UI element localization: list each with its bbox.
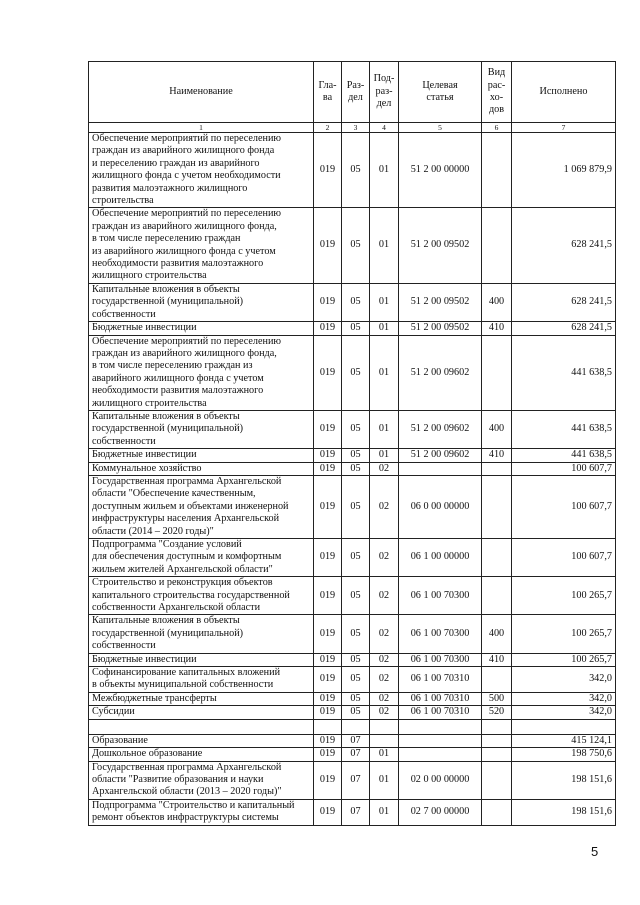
cell-podrazdel: 01 [370, 322, 399, 335]
cell-podrazdel: 02 [370, 653, 399, 666]
cell-value: 100 265,7 [512, 577, 616, 615]
cell-statya: 06 1 00 70300 [399, 577, 482, 615]
cell-name: Обеспечение мероприятий по переселению граждан из аварийного жилищного фонда, в том числе переселению граждан из аварийного жилищного фонда с учетом необходимости развития малоэтажного жилищного строительства [89, 208, 314, 283]
cell-statya [399, 748, 482, 761]
cell-value: 100 265,7 [512, 615, 616, 653]
cell-podrazdel: 01 [370, 748, 399, 761]
table-row [89, 615, 616, 653]
cell-vid [482, 719, 512, 734]
cell-glava: 019 [314, 208, 342, 283]
cell-vid [482, 761, 512, 799]
cell-name: Государственная программа Архангельской области "Развитие образования и науки Архангельской области (2013 – 2020 годы)" [89, 761, 314, 799]
cell-podrazdel: 01 [370, 761, 399, 799]
page-number: 5 [591, 844, 599, 859]
cell-podrazdel [370, 734, 399, 747]
table-row [89, 283, 616, 321]
cell-podrazdel: 01 [370, 208, 399, 283]
cell-glava: 019 [314, 539, 342, 577]
cell-razdel: 05 [342, 667, 370, 693]
cell-name: Субсидии [89, 706, 314, 719]
cell-statya [399, 462, 482, 475]
header-name: Наименование [89, 62, 314, 123]
cell-glava: 019 [314, 761, 342, 799]
table-row [89, 322, 616, 335]
cell-vid: 410 [482, 653, 512, 666]
cell-value: 628 241,5 [512, 322, 616, 335]
cell-statya: 51 2 00 09502 [399, 283, 482, 321]
cell-razdel: 05 [342, 133, 370, 208]
column-number: 1 [89, 123, 314, 133]
column-number: 6 [482, 123, 512, 133]
cell-vid [482, 667, 512, 693]
cell-vid [482, 335, 512, 410]
cell-razdel [342, 719, 370, 734]
table-row [89, 462, 616, 475]
cell-podrazdel: 01 [370, 449, 399, 462]
cell-glava: 019 [314, 462, 342, 475]
cell-statya: 02 0 00 00000 [399, 761, 482, 799]
cell-vid: 400 [482, 410, 512, 448]
cell-value: 441 638,5 [512, 449, 616, 462]
column-number: 7 [512, 123, 616, 133]
cell-statya [399, 719, 482, 734]
cell-name: Коммунальное хозяйство [89, 462, 314, 475]
cell-statya: 51 2 00 09502 [399, 322, 482, 335]
cell-statya [399, 734, 482, 747]
table-row [89, 799, 616, 825]
cell-podrazdel: 01 [370, 283, 399, 321]
cell-vid [482, 734, 512, 747]
cell-glava: 019 [314, 706, 342, 719]
cell-glava: 019 [314, 475, 342, 538]
cell-razdel: 05 [342, 653, 370, 666]
column-number: 2 [314, 123, 342, 133]
cell-value: 441 638,5 [512, 410, 616, 448]
cell-value: 342,0 [512, 706, 616, 719]
cell-glava: 019 [314, 449, 342, 462]
cell-value: 342,0 [512, 667, 616, 693]
cell-vid [482, 748, 512, 761]
cell-value: 198 151,6 [512, 761, 616, 799]
cell-glava: 019 [314, 335, 342, 410]
column-number-row [89, 123, 616, 133]
cell-statya: 06 0 00 00000 [399, 475, 482, 538]
cell-statya: 06 1 00 00000 [399, 539, 482, 577]
cell-vid [482, 462, 512, 475]
cell-statya: 06 1 00 70300 [399, 653, 482, 666]
cell-glava: 019 [314, 283, 342, 321]
table-row [89, 692, 616, 705]
cell-statya: 06 1 00 70310 [399, 692, 482, 705]
cell-name: Софинансирование капитальных вложений в объекты муниципальной собственности [89, 667, 314, 693]
cell-razdel: 05 [342, 208, 370, 283]
cell-razdel: 05 [342, 692, 370, 705]
cell-statya: 51 2 00 09502 [399, 208, 482, 283]
cell-podrazdel: 02 [370, 475, 399, 538]
cell-name [89, 719, 314, 734]
cell-value: 342,0 [512, 692, 616, 705]
budget-table [88, 61, 616, 826]
cell-glava: 019 [314, 615, 342, 653]
cell-statya: 51 2 00 09602 [399, 335, 482, 410]
cell-name: Капитальные вложения в объекты государственной (муниципальной) собственности [89, 615, 314, 653]
cell-value: 441 638,5 [512, 335, 616, 410]
cell-razdel: 05 [342, 283, 370, 321]
table-row [89, 667, 616, 693]
cell-vid: 520 [482, 706, 512, 719]
table-row [89, 653, 616, 666]
cell-razdel: 07 [342, 734, 370, 747]
table-row [89, 734, 616, 747]
header-value: Исполнено [512, 62, 616, 123]
cell-podrazdel: 02 [370, 462, 399, 475]
cell-name: Государственная программа Архангельской области "Обеспечение качественным, доступным жильем и объектами инженерной инфраструктуры населения Архангельской области (2014 – 2020 годы)" [89, 475, 314, 538]
cell-podrazdel: 02 [370, 667, 399, 693]
column-number: 4 [370, 123, 399, 133]
header-row [89, 62, 616, 123]
cell-value: 100 607,7 [512, 539, 616, 577]
table-row [89, 410, 616, 448]
table-row [89, 577, 616, 615]
cell-razdel: 05 [342, 706, 370, 719]
cell-vid: 500 [482, 692, 512, 705]
cell-razdel: 05 [342, 475, 370, 538]
cell-name: Бюджетные инвестиции [89, 322, 314, 335]
table-row [89, 748, 616, 761]
cell-glava: 019 [314, 322, 342, 335]
table-row [89, 335, 616, 410]
cell-name: Подпрограмма "Создание условий для обеспечения доступным и комфортным жильем жителей Архангельской области" [89, 539, 314, 577]
cell-glava: 019 [314, 577, 342, 615]
cell-statya: 51 2 00 09602 [399, 449, 482, 462]
cell-value: 100 607,7 [512, 475, 616, 538]
cell-podrazdel: 02 [370, 706, 399, 719]
table-row [89, 208, 616, 283]
table-row [89, 706, 616, 719]
cell-statya: 06 1 00 70300 [399, 615, 482, 653]
cell-podrazdel [370, 719, 399, 734]
header-razdel: Раз- дел [342, 62, 370, 123]
cell-glava: 019 [314, 133, 342, 208]
cell-value: 100 607,7 [512, 462, 616, 475]
table-row [89, 719, 616, 734]
cell-value: 628 241,5 [512, 283, 616, 321]
cell-name: Межбюджетные трансферты [89, 692, 314, 705]
cell-glava: 019 [314, 410, 342, 448]
cell-razdel: 07 [342, 761, 370, 799]
table-row [89, 449, 616, 462]
cell-vid [482, 208, 512, 283]
cell-razdel: 05 [342, 577, 370, 615]
cell-glava: 019 [314, 734, 342, 747]
cell-value: 628 241,5 [512, 208, 616, 283]
cell-razdel: 05 [342, 335, 370, 410]
cell-razdel: 05 [342, 462, 370, 475]
cell-statya: 06 1 00 70310 [399, 667, 482, 693]
cell-podrazdel: 01 [370, 133, 399, 208]
cell-value: 198 750,6 [512, 748, 616, 761]
cell-podrazdel: 01 [370, 335, 399, 410]
cell-statya: 06 1 00 70310 [399, 706, 482, 719]
cell-podrazdel: 01 [370, 410, 399, 448]
cell-glava: 019 [314, 748, 342, 761]
cell-glava [314, 719, 342, 734]
column-number: 3 [342, 123, 370, 133]
header-statya: Целевая статья [399, 62, 482, 123]
cell-value [512, 719, 616, 734]
cell-razdel: 07 [342, 748, 370, 761]
cell-razdel: 05 [342, 449, 370, 462]
cell-podrazdel: 02 [370, 577, 399, 615]
cell-glava: 019 [314, 653, 342, 666]
cell-podrazdel: 01 [370, 799, 399, 825]
cell-glava: 019 [314, 692, 342, 705]
cell-name: Бюджетные инвестиции [89, 449, 314, 462]
cell-name: Капитальные вложения в объекты государственной (муниципальной) собственности [89, 283, 314, 321]
column-number: 5 [399, 123, 482, 133]
cell-podrazdel: 02 [370, 615, 399, 653]
cell-glava: 019 [314, 799, 342, 825]
cell-value: 1 069 879,9 [512, 133, 616, 208]
header-glava: Гла- ва [314, 62, 342, 123]
cell-razdel: 07 [342, 799, 370, 825]
cell-name: Капитальные вложения в объекты государственной (муниципальной) собственности [89, 410, 314, 448]
cell-vid: 400 [482, 283, 512, 321]
cell-razdel: 05 [342, 322, 370, 335]
cell-vid [482, 539, 512, 577]
cell-value: 198 151,6 [512, 799, 616, 825]
table-row [89, 761, 616, 799]
cell-value: 415 124,1 [512, 734, 616, 747]
cell-value: 100 265,7 [512, 653, 616, 666]
cell-vid [482, 475, 512, 538]
cell-statya: 02 7 00 00000 [399, 799, 482, 825]
table-body [89, 133, 616, 826]
cell-razdel: 05 [342, 539, 370, 577]
cell-name: Бюджетные инвестиции [89, 653, 314, 666]
cell-name: Строительство и реконструкция объектов капитального строительства государственной собственности Архангельской области [89, 577, 314, 615]
cell-name: Подпрограмма "Строительство и капитальный ремонт объектов инфраструктуры системы [89, 799, 314, 825]
cell-vid [482, 799, 512, 825]
cell-razdel: 05 [342, 615, 370, 653]
cell-name: Обеспечение мероприятий по переселению граждан из аварийного жилищного фонда, в том числе переселению граждан из аварийного жилищного фонда с учетом необходимости развития малоэтажного жилищного строительства [89, 335, 314, 410]
cell-name: Обеспечение мероприятий по переселению граждан из аварийного жилищного фонда и переселению граждан из аварийного жилищного фонда с учетом необходимости развития малоэтажного жилищного строительства [89, 133, 314, 208]
cell-statya: 51 2 00 00000 [399, 133, 482, 208]
header-podrazdel: Под- раз- дел [370, 62, 399, 123]
cell-podrazdel: 02 [370, 692, 399, 705]
cell-vid [482, 133, 512, 208]
cell-vid [482, 577, 512, 615]
cell-name: Образование [89, 734, 314, 747]
cell-glava: 019 [314, 667, 342, 693]
header-vid: Вид рас- хо- дов [482, 62, 512, 123]
cell-vid: 400 [482, 615, 512, 653]
table-row [89, 133, 616, 208]
cell-vid: 410 [482, 449, 512, 462]
cell-podrazdel: 02 [370, 539, 399, 577]
cell-name: Дошкольное образование [89, 748, 314, 761]
cell-vid: 410 [482, 322, 512, 335]
cell-razdel: 05 [342, 410, 370, 448]
table-row [89, 539, 616, 577]
table-row [89, 475, 616, 538]
cell-statya: 51 2 00 09602 [399, 410, 482, 448]
